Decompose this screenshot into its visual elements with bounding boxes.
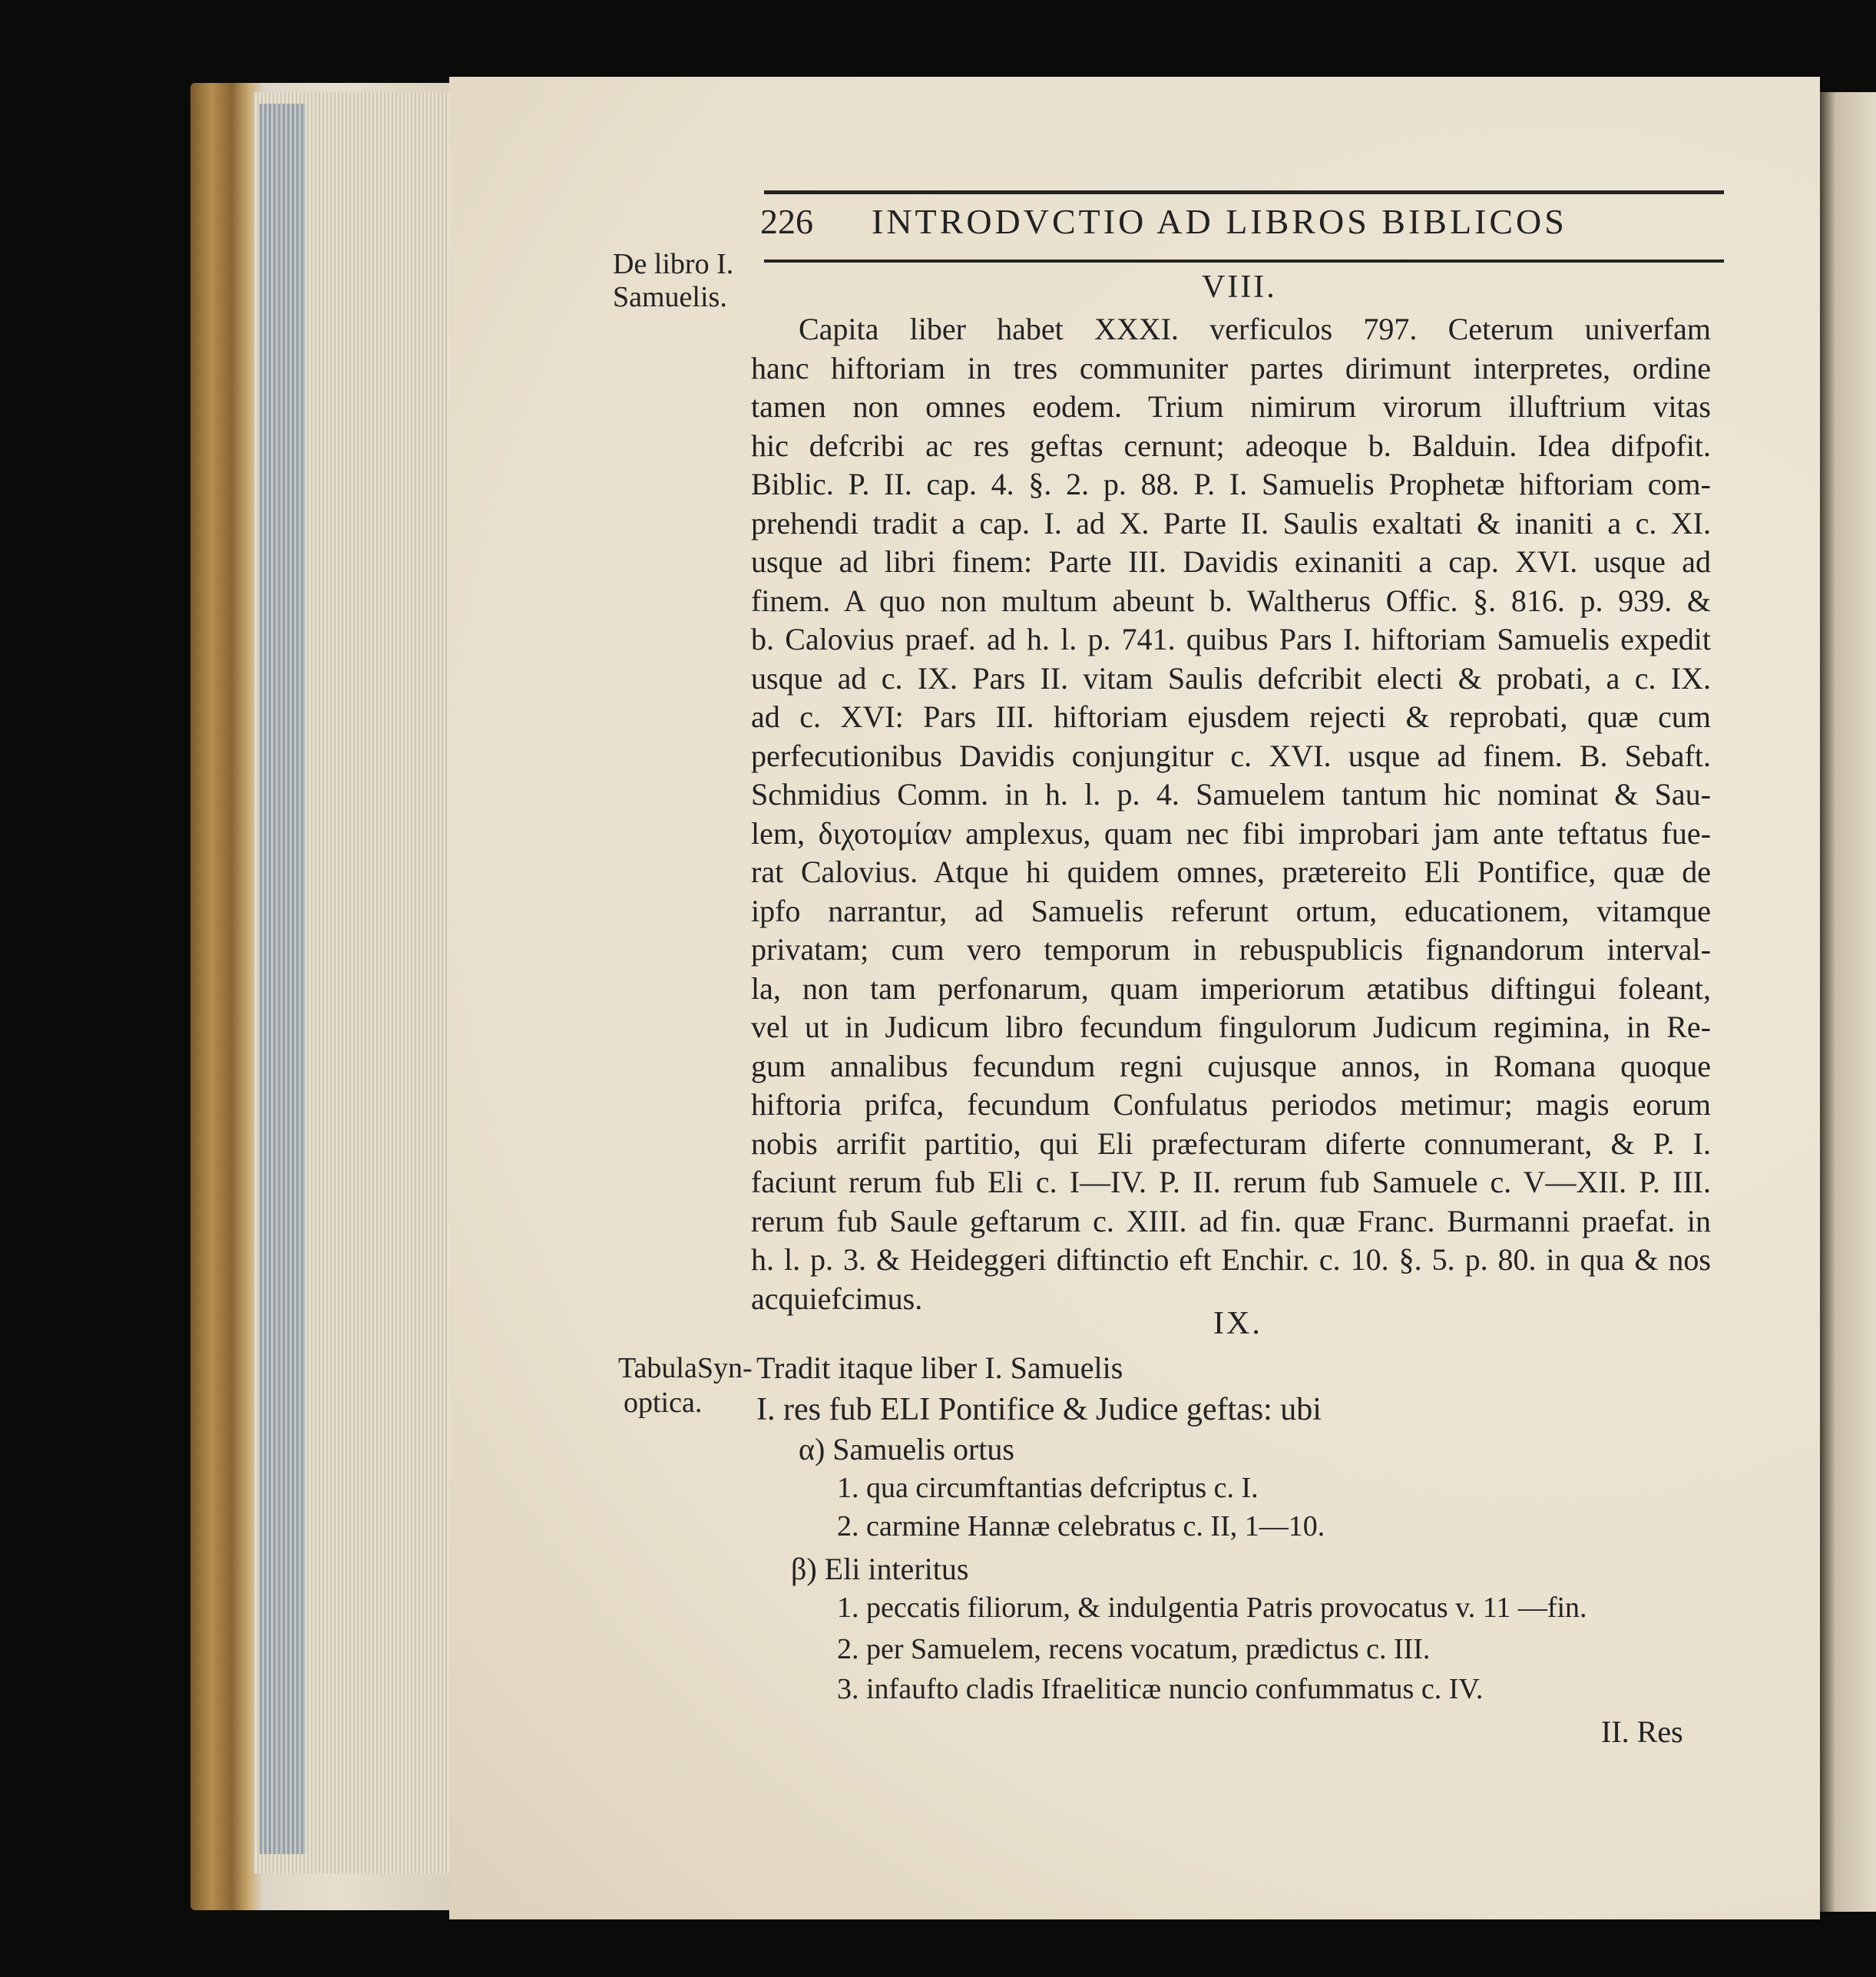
paragraph-line: finem. A quo non multum abeunt b. Waltherus Offic. §. 816. p. 939. &	[751, 583, 1711, 618]
facing-page-edge	[1818, 92, 1876, 1912]
tabula-alpha-1: 1. qua circumftantias defcriptus c. I.	[837, 1472, 1259, 1504]
paragraph-line: usque ad c. IX. Pars II. vitam Saulis defcribit electi & probati, a c. IX.	[751, 660, 1711, 696]
paragraph-line: Schmidius Comm. in h. l. p. 4. Samuelem tantum hic nominat & Sau-	[751, 777, 1711, 812]
paragraph-line: ipfo narrantur, ad Samuelis referunt ortum, educationem, vitamque	[751, 893, 1711, 928]
paragraph-line: vel ut in Judicum libro fecundum fingulorum Judicum regimina, in Re-	[751, 1010, 1711, 1044]
tabula-beta: β) Eli interitus	[791, 1552, 969, 1586]
paragraph-line: perfecutionibus Davidis conjungitur c. XVI. usque ad finem. B. Sebaft.	[751, 738, 1711, 773]
paragraph-line: Capita liber habet XXXI. verficulos 797. Ceterum univerfam	[799, 312, 1711, 346]
margin-note-line: TabulaSyn-	[618, 1352, 753, 1384]
paragraph-line: b. Calovius praef. ad h. l. p. 741. quibus Pars I. hiftoriam Samuelis expedit	[751, 622, 1711, 656]
paragraph-line: ad c. XVI: Pars III. hiftoriam ejusdem rejecti & reprobati, quæ cum	[751, 699, 1711, 734]
paragraph-line: hiftoria prifca, fecundum Confulatus periodos metimur; magis eorum	[751, 1087, 1711, 1122]
paragraph-line: rerum fub Saule geftarum c. XIII. ad fin. quæ Franc. Burmanni praefat. in	[751, 1203, 1711, 1238]
paragraph-line: nobis arrifit partitio, qui Eli præfecturam diferte connumerant, & P. I.	[751, 1126, 1711, 1161]
section-number: VIII.	[1202, 269, 1277, 305]
tabula-beta-2: 2. per Samuelem, recens vocatum, prædictus c. III.	[837, 1633, 1431, 1665]
paragraph-line: hanc hiftoriam in tres communiter partes dirimunt interpretes, ordine	[751, 350, 1711, 385]
tabula-beta-1: 1. peccatis filiorum, & indulgentia Patris provocatus v. 11 —fin.	[837, 1592, 1587, 1624]
paragraph-line: usque ad libri finem: Parte III. Davidis exinaniti a cap. XVI. usque ad	[751, 544, 1711, 579]
tabula-alpha-2: 2. carmine Hannæ celebratus c. II, 1—10.	[837, 1510, 1325, 1542]
paragraph-line: hic defcribi ac res geftas cernunt; adeoque b. Balduin. Idea difpofit.	[751, 428, 1711, 463]
tabula-beta-3: 3. infaufto cladis Ifraeliticæ nuncio confummatus c. IV.	[837, 1673, 1484, 1705]
margin-note-line: optica.	[624, 1387, 703, 1419]
tabula-part-1: I. res fub ELI Pontifice & Judice geftas: ubi	[756, 1392, 1322, 1427]
header-top-rule	[764, 190, 1724, 194]
paragraph-line: privatam; cum vero temporum in rebuspublicis fignandorum interval-	[751, 932, 1711, 967]
page-edges-speckled	[260, 104, 306, 1854]
catchword: II. Res	[1601, 1714, 1683, 1749]
paragraph-line: la, non tam perfonarum, quam imperiorum ætatibus diftingui foleant,	[751, 970, 1711, 1006]
tabula-alpha: α) Samuelis ortus	[799, 1432, 1014, 1466]
running-head: INTRODVCTIO AD LIBROS BIBLICOS	[872, 202, 1567, 241]
margin-note-line: Samuelis.	[613, 281, 727, 313]
page-number: 226	[760, 202, 813, 241]
paragraph-line: rat Calovius. Atque hi quidem omnes, prætereito Eli Pontifice, quæ de	[751, 855, 1711, 889]
paragraph-line: h. l. p. 3. & Heideggeri diftinctio eft Enchir. c. 10. §. 5. p. 80. in qua & nos	[751, 1242, 1711, 1277]
paragraph-line: lem, διχοτομίαν amplexus, quam nec fibi improbari jam ante teftatus fue-	[751, 815, 1711, 851]
paragraph-line: prehendi tradit a cap. I. ad X. Parte II. Saulis exaltati & inaniti a c. XI.	[751, 505, 1711, 541]
paragraph-line: Biblic. P. II. cap. 4. §. 2. p. 88. P. I. Samuelis Prophetæ hiftoriam com-	[751, 467, 1711, 501]
header-bottom-rule	[764, 260, 1724, 263]
section-number: IX.	[1213, 1306, 1262, 1341]
paragraph-line: faciunt rerum fub Eli c. I—IV. P. II. rerum fub Samuele c. V—XII. P. III.	[751, 1165, 1711, 1199]
paragraph-line: gum annalibus fecundum regni cujusque annos, in Romana quoque	[751, 1048, 1711, 1083]
paragraph-line: tamen non omnes eodem. Trium nimirum virorum illuftrium vitas	[751, 389, 1711, 424]
paragraph-line: acquiefcimus.	[751, 1281, 923, 1316]
tabula-intro: Tradit itaque liber I. Samuelis	[756, 1351, 1123, 1385]
margin-note-line: De libro I.	[613, 248, 734, 280]
